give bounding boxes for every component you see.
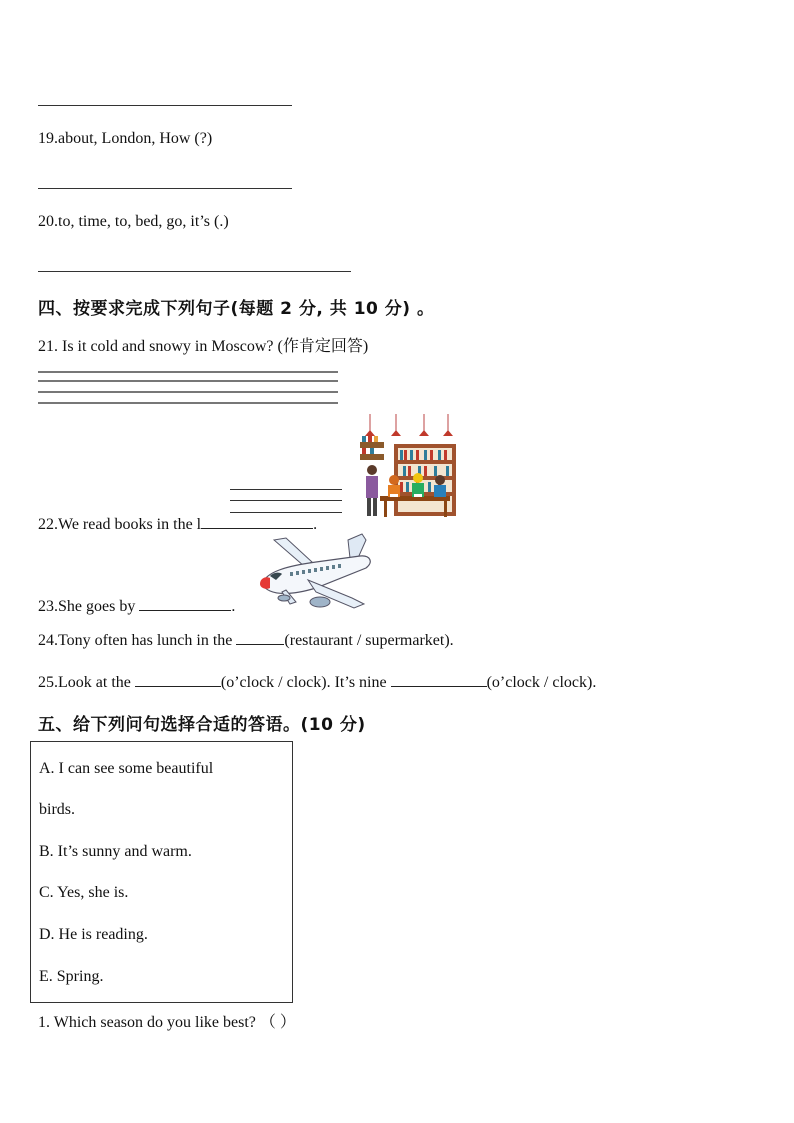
answer-blank-22[interactable] bbox=[201, 512, 313, 529]
option-c: C. Yes, she is. bbox=[39, 884, 129, 901]
answer-line-19[interactable] bbox=[38, 188, 292, 189]
airplane-illustration bbox=[256, 532, 378, 614]
writing-line bbox=[38, 402, 338, 404]
question-24-text: 24.Tony often has lunch in the bbox=[38, 632, 233, 649]
answer-options-box bbox=[30, 741, 293, 1003]
library-illustration bbox=[358, 414, 458, 520]
question-25-mid: (o’clock / clock). It’s nine bbox=[220, 674, 387, 691]
answer-line-18[interactable] bbox=[38, 105, 292, 106]
answer-blank-23[interactable] bbox=[139, 594, 231, 611]
section-5-heading: 五、给下列问句选择合适的答语。(10 分) bbox=[38, 715, 366, 735]
option-b: B. It’s sunny and warm. bbox=[39, 843, 192, 860]
answer-line-22b[interactable] bbox=[230, 500, 342, 501]
section-5-question-1 bbox=[38, 1013, 296, 1033]
answer-paren-1[interactable]: （ ） bbox=[259, 1014, 296, 1031]
question-24-end: (restaurant / supermarket). bbox=[284, 632, 454, 649]
question-22-text: 22.We read books in the l bbox=[38, 516, 202, 533]
question-21: 21. Is it cold and snowy in Moscow? (作肯定回答) bbox=[38, 338, 369, 355]
writing-line bbox=[38, 391, 338, 393]
question-23-end: . bbox=[231, 598, 236, 615]
question-23 bbox=[38, 594, 235, 617]
option-a: A. I can see some beautiful bbox=[39, 760, 214, 777]
question-23-text: 23.She goes by bbox=[38, 598, 136, 615]
question-25-end: (o’clock / clock). bbox=[486, 674, 597, 691]
question-22-end: . bbox=[313, 516, 318, 533]
section-5-question-1-text: 1. Which season do you like best? bbox=[38, 1014, 256, 1031]
answer-blank-24[interactable] bbox=[236, 628, 284, 645]
question-20: 20.to, time, to, bed, go, it’s (.) bbox=[38, 213, 229, 230]
writing-line bbox=[38, 380, 338, 382]
writing-line bbox=[38, 371, 338, 373]
answer-blank-25a[interactable] bbox=[135, 670, 221, 687]
question-25 bbox=[38, 670, 596, 693]
option-a-continued: birds. bbox=[39, 801, 75, 818]
question-24 bbox=[38, 628, 454, 651]
answer-blank-25b[interactable] bbox=[391, 670, 487, 687]
section-4-heading: 四、按要求完成下列句子(每题 2 分, 共 10 分) 。 bbox=[38, 299, 435, 319]
answer-line-22a[interactable] bbox=[230, 489, 342, 490]
answer-line-20[interactable] bbox=[38, 271, 351, 272]
option-d: D. He is reading. bbox=[39, 926, 148, 943]
question-19: 19.about, London, How (?) bbox=[38, 130, 213, 147]
option-e: E. Spring. bbox=[39, 968, 104, 985]
question-25-text: 25.Look at the bbox=[38, 674, 131, 691]
